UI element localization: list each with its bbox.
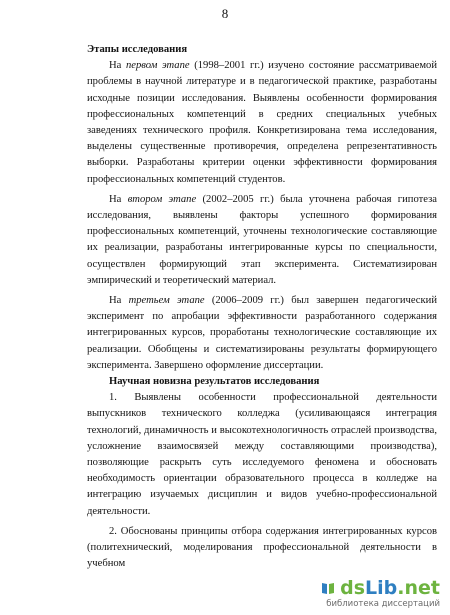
watermark-logo-net: .net bbox=[397, 577, 440, 599]
stage-3-text: (2006–2009 гг.) был завершен педагогический эксперимент по апробации эффективности разработанного содержания интегрированных курсов, проработаны технологические составляющие их реализации. Обобщены и систематизированы результаты формирующего эксперимента. Завершено оформление диссертации. bbox=[87, 295, 437, 371]
paragraph-novelty-2: 2. Обоснованы принципы отбора содержания интегрированных курсов (политехнический, моделирования профессиональной деятельности в учебном bbox=[87, 525, 437, 570]
watermark-logo bbox=[340, 577, 440, 599]
book-icon bbox=[320, 580, 336, 596]
dslib-watermark bbox=[300, 567, 440, 609]
paragraph-stage-1 bbox=[87, 58, 437, 188]
paragraph-novelty-1: 1. Выявлены особенности профессиональной деятельности выпускников технического колледжа (усиливающаяся интеграция технологий, динамичность и высокотехнологичность отраслей производства, усложнение взаимосвязей между составляющими производства), позволяющие раскрыть суть исследуемого феномена и обосновать необходимость ориентации образовательного процесса в колледже на интеграцию изучаемых дисциплин и видов учебно-профессиональной деятельности. bbox=[87, 392, 437, 517]
watermark-logo-row bbox=[300, 577, 440, 599]
watermark-subtitle: библиотека диссертаций bbox=[326, 599, 440, 609]
watermark-logo-ds: ds bbox=[340, 577, 366, 599]
section-heading-novelty: Научная новизна результатов исследования bbox=[109, 376, 320, 388]
page-number: 8 bbox=[221, 6, 229, 21]
watermark-logo-lib: Lib bbox=[365, 577, 398, 599]
stage-2-text: (2002–2005 гг.) была уточнена рабочая гипотеза исследования, выявлены факторы успешного формирования профессиональных компетенций, уточнены технологические составляющие их реализации, разработаны интегрированные курсы по специальности, осуществлен формирующий этап эксперимента. Систематизирован эмпирический и теоретический материал. bbox=[87, 193, 437, 286]
section-heading-stages: Этапы исследования bbox=[87, 44, 188, 55]
stage-1-name: первом этапе bbox=[125, 60, 190, 72]
stage-2-prefix: На bbox=[109, 193, 128, 205]
document-body bbox=[87, 42, 437, 573]
stage-1-text: (1998–2001 гг.) изучено состояние рассматриваемой проблемы в научной литературе и в педагогической практике, разработаны исходные позиции исследования. Выявлены особенности формирования профессиональных компетенций в средних специальных учебных заведениях технического профиля. Конкретизирована тема исследования, выделены существенные противоречия, определена репрезентативность выборки. Разработаны критерии оценки эффективности формирования профессиональных компетенций студентов. bbox=[87, 60, 437, 185]
stage-1-prefix: На bbox=[109, 60, 126, 72]
stage-3-prefix: На bbox=[109, 295, 129, 307]
paragraph-stage-3 bbox=[87, 293, 437, 374]
paragraph-stage-2 bbox=[87, 192, 437, 289]
stage-2-name: втором этапе bbox=[127, 193, 197, 205]
stage-3-name: третьем этапе bbox=[128, 295, 205, 307]
